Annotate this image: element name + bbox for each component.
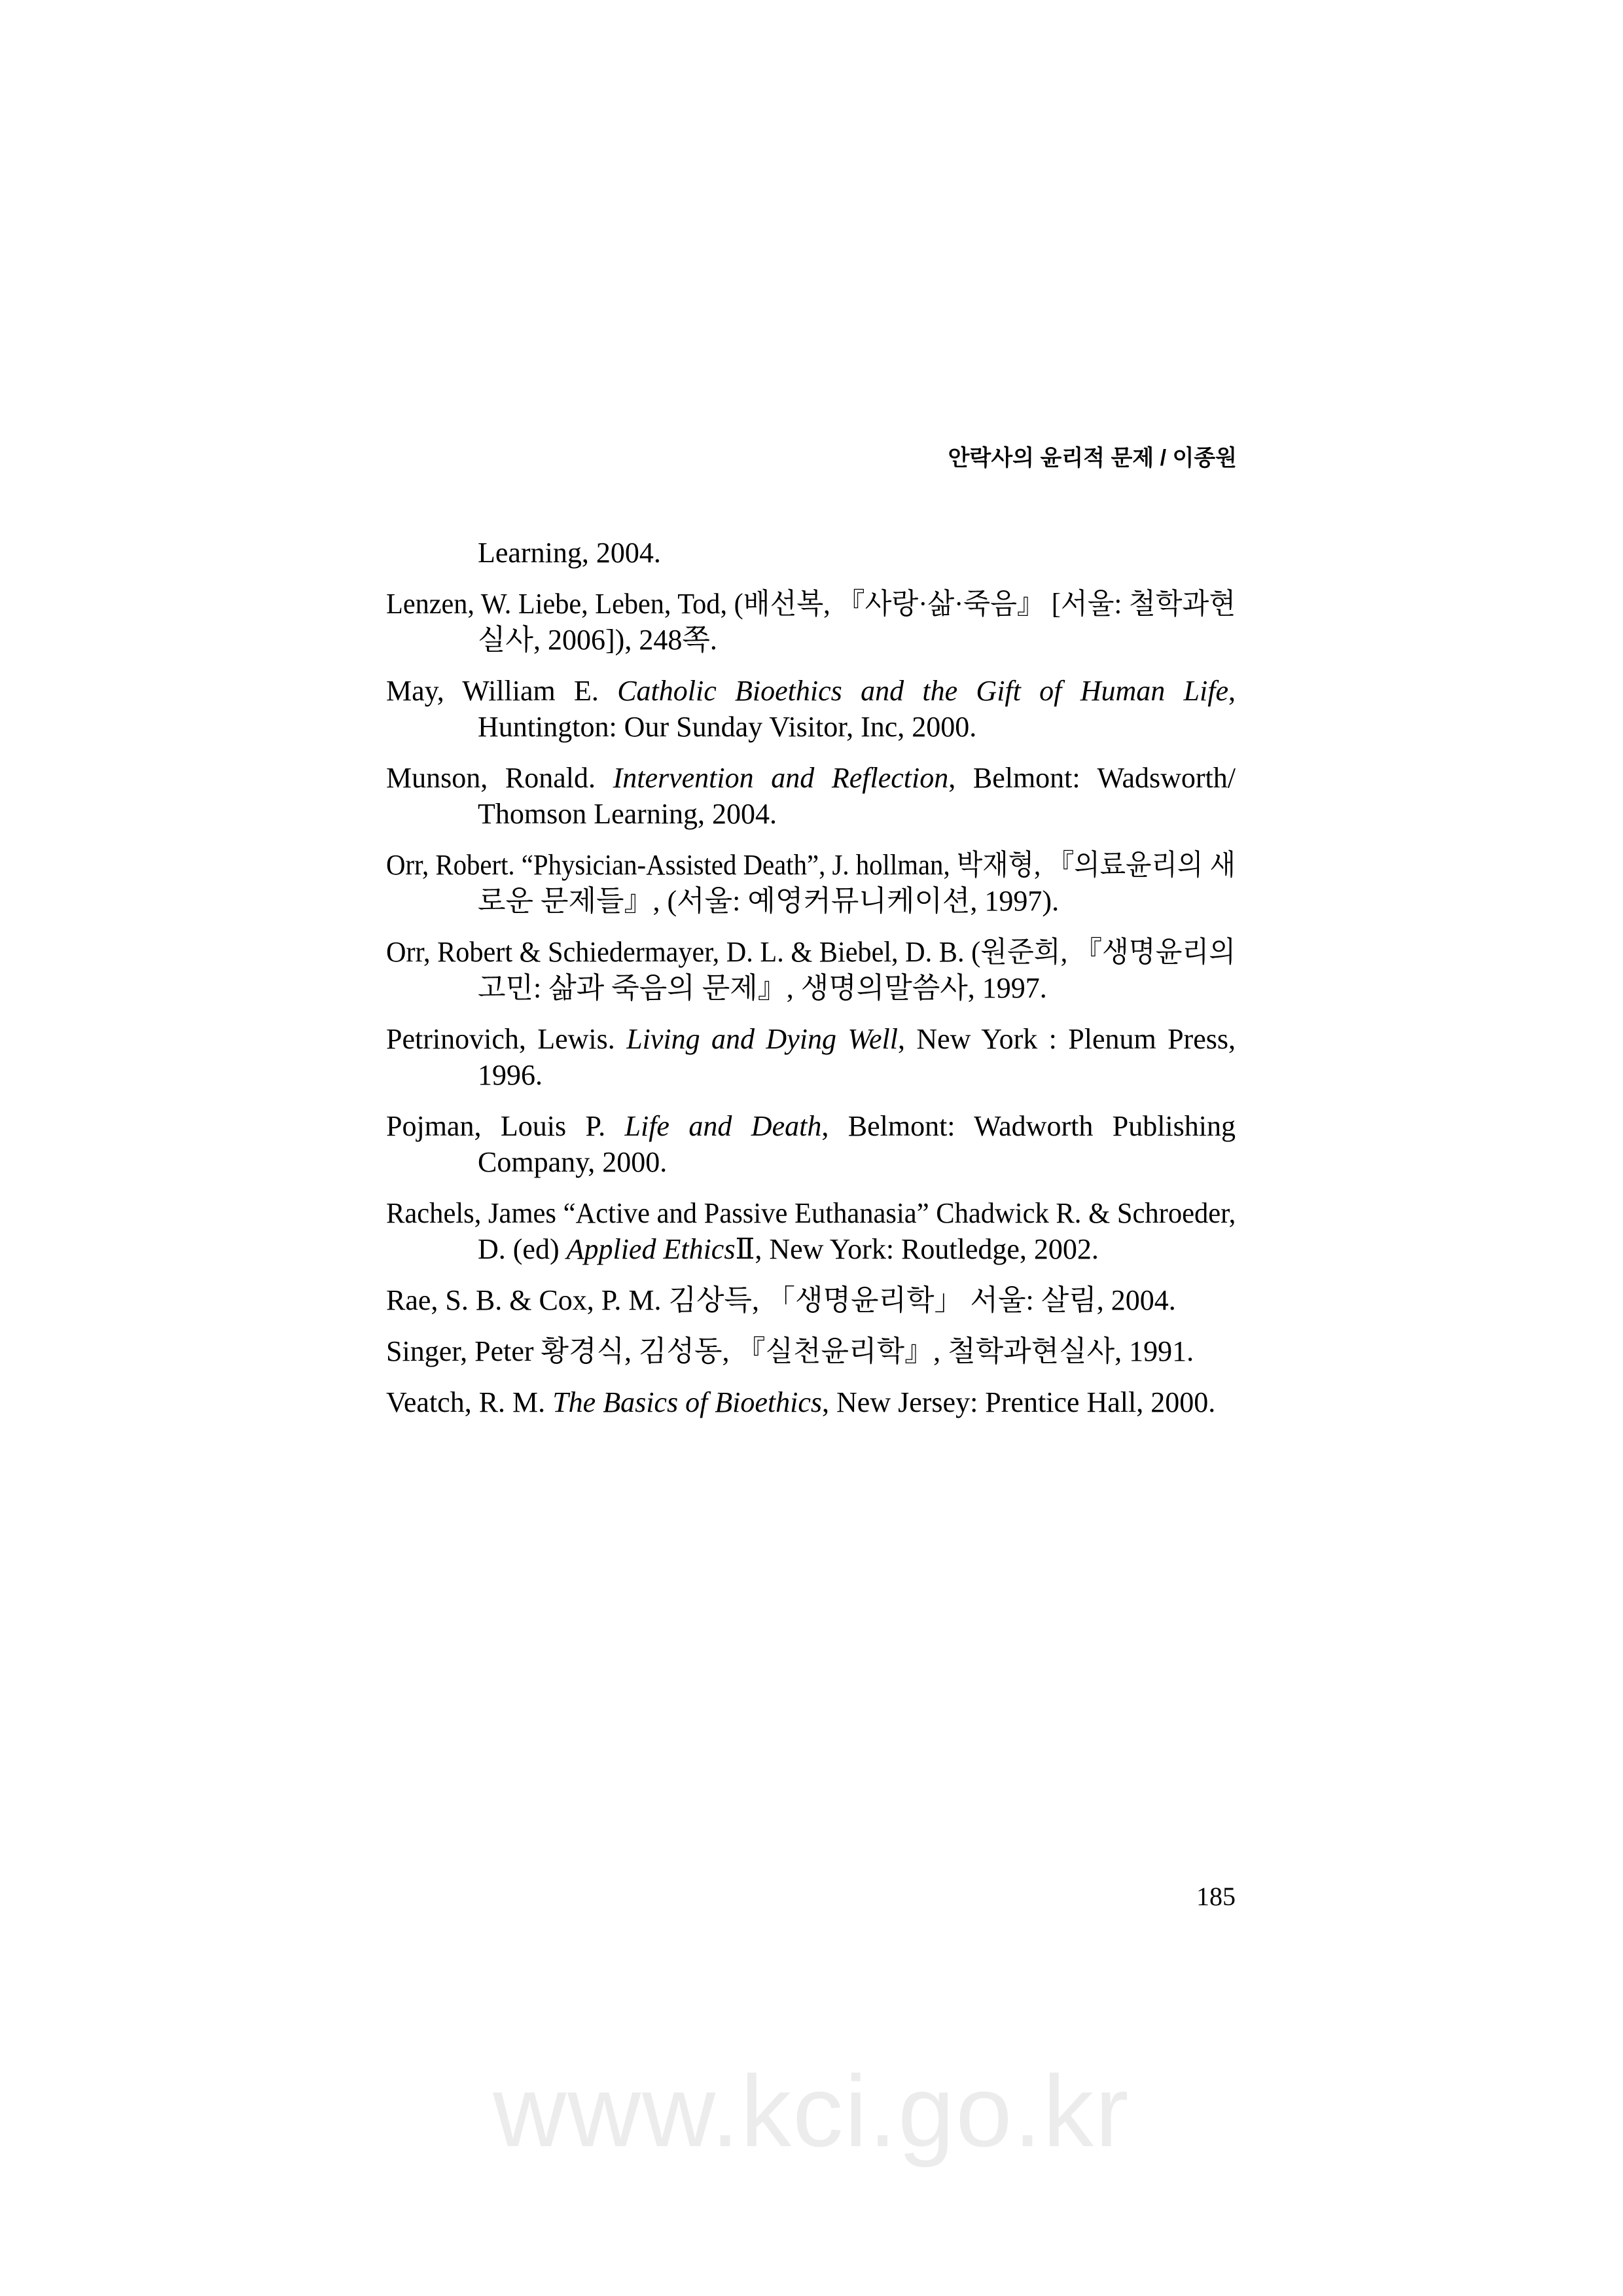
bib-entry — [386, 1108, 1236, 1180]
bib-text: , Belmont: Wadsworth/ — [948, 762, 1236, 794]
bib-text: D. (ed) — [478, 1233, 567, 1265]
bib-line — [386, 1333, 1236, 1369]
bib-text: Munson, Ronald. — [386, 762, 613, 794]
bib-text: Orr, Robert & Schiedermayer, D. L. & Biebel, D. B. (원준희, 『생명윤리의 — [386, 936, 1236, 968]
bib-line — [386, 535, 1236, 571]
bib-text: Singer, Peter 황경식, 김성동, 『실천윤리학』, 철학과현실사, 1991. — [386, 1335, 1194, 1367]
bib-text: Pojman, Louis P. — [386, 1110, 625, 1142]
bib-text: 로운 문제들』, (서울: 예영커뮤니케이션, 1997). — [478, 885, 1060, 917]
bib-line — [386, 1057, 1236, 1093]
bib-entry — [386, 1333, 1236, 1369]
bib-text: Company, 2000. — [478, 1146, 668, 1178]
bib-line — [386, 673, 1236, 709]
bib-line — [386, 709, 1236, 745]
bib-line — [386, 1195, 1236, 1231]
bib-line — [386, 622, 1236, 658]
bib-text: Veatch, R. M. — [386, 1386, 553, 1418]
bib-line — [386, 934, 1236, 970]
bib-line — [386, 1021, 1236, 1057]
bib-text: Orr, Robert. “Physician-Assisted Death”, J. hollman, 박재형, 『의료윤리의 새 — [386, 849, 1236, 881]
bib-text: Huntington: Our Sunday Visitor, Inc, 2000. — [478, 711, 977, 743]
bib-text: Learning, 2004. — [478, 537, 661, 569]
bib-text: 고민: 삶과 죽음의 문제』, 생명의말씀사, 1997. — [478, 972, 1047, 1004]
bib-entry — [386, 673, 1236, 745]
bib-entry — [386, 535, 1236, 571]
bib-line — [386, 1282, 1236, 1318]
bib-line — [386, 1231, 1236, 1267]
bib-entry — [386, 934, 1236, 1006]
bib-title-italic: Living and Dying Well — [626, 1023, 898, 1055]
bib-text: Ⅱ, New York: Routledge, 2002. — [735, 1233, 1099, 1265]
bib-title-italic: Life and Death — [624, 1110, 822, 1142]
bib-entry — [386, 1384, 1236, 1420]
bib-title-italic: The Basics of Bioethics — [552, 1386, 823, 1418]
bib-text: , New Jersey: Prentice Hall, 2000. — [822, 1386, 1216, 1418]
bib-text: 1996. — [478, 1059, 543, 1091]
bib-line — [386, 847, 1236, 883]
bib-text: , — [1228, 675, 1236, 707]
kci-watermark: www.kci.go.kr — [493, 2054, 1130, 2168]
bib-line — [386, 586, 1236, 622]
bib-text: May, William E. — [386, 675, 618, 707]
bib-line — [386, 1144, 1236, 1180]
bib-text: 실사, 2006]), 248쪽. — [478, 624, 717, 656]
bib-entry — [386, 1021, 1236, 1093]
bib-line — [386, 883, 1236, 919]
bib-entry — [386, 1282, 1236, 1318]
bib-line — [386, 1384, 1236, 1420]
bib-text: , Belmont: Wadworth Publishing — [821, 1110, 1236, 1142]
bib-text: Lenzen, W. Liebe, Leben, Tod, (배선복, 『사랑·삶·죽음』 [서울: 철학과현 — [386, 588, 1236, 620]
bibliography — [386, 535, 1236, 1435]
bib-entry — [386, 760, 1236, 832]
bib-title-italic: Applied Ethics — [566, 1233, 736, 1265]
bib-line — [386, 970, 1236, 1006]
bib-text: Rae, S. B. & Cox, P. M. 김상득, 「생명윤리학」 서울: 살림, 2004. — [386, 1284, 1176, 1316]
bib-entry — [386, 1195, 1236, 1267]
bib-text: , New York : Plenum Press, — [897, 1023, 1236, 1055]
bib-line — [386, 760, 1236, 796]
bib-entry — [386, 586, 1236, 658]
bib-line — [386, 1108, 1236, 1144]
bib-title-italic: Intervention and Reflection — [613, 762, 949, 794]
page-number: 185 — [1196, 1882, 1236, 1911]
running-header-title: 안락사의 윤리적 문제 / 이종원 — [948, 446, 1237, 471]
bib-entry — [386, 847, 1236, 919]
bib-text: Petrinovich, Lewis. — [386, 1023, 627, 1055]
bib-text: Rachels, James “Active and Passive Euthanasia” Chadwick R. & Schroeder, — [386, 1197, 1236, 1229]
bib-line — [386, 796, 1236, 832]
bib-text: Thomson Learning, 2004. — [478, 798, 777, 830]
bib-title-italic: Catholic Bioethics and the Gift of Human Life — [617, 675, 1229, 707]
